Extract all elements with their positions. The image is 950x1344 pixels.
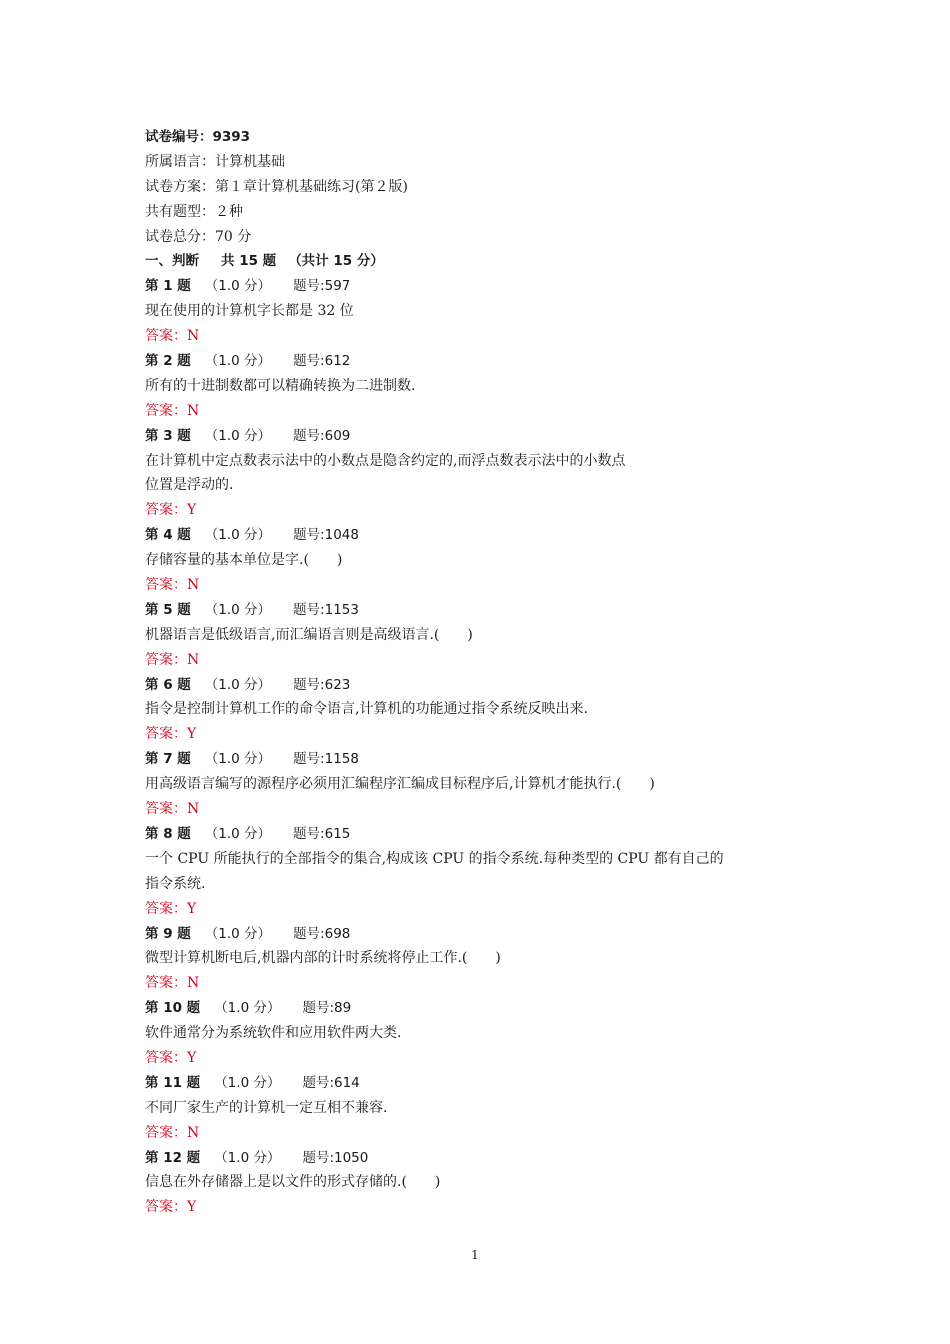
question-id: 题号:698 bbox=[293, 925, 351, 942]
question-header bbox=[145, 673, 825, 698]
question-text: 不同厂家生产的计算机一定互相不兼容. bbox=[145, 1099, 388, 1116]
question-id: 题号:615 bbox=[293, 825, 351, 842]
question-text: 存储容量的基本单位是字.( ) bbox=[145, 552, 343, 569]
question-number: 第 2 题 bbox=[145, 353, 191, 370]
question-id: 题号:597 bbox=[293, 278, 351, 295]
section-heading bbox=[145, 249, 825, 274]
question-id: 题号:89 bbox=[302, 1000, 352, 1017]
question-text: 微型计算机断电后,机器内部的计时系统将停止工作.( ) bbox=[145, 950, 501, 967]
question-id: 题号:1153 bbox=[293, 601, 359, 618]
question-id: 题号:609 bbox=[293, 427, 351, 444]
question-number: 第 6 题 bbox=[145, 676, 191, 693]
question-score: （1.0 分） bbox=[204, 925, 272, 942]
question-score: （1.0 分） bbox=[214, 1000, 281, 1017]
question-header bbox=[145, 349, 825, 374]
question-number: 第 12 题 bbox=[145, 1149, 201, 1166]
question-item bbox=[145, 822, 825, 922]
question-id: 题号:623 bbox=[293, 676, 351, 693]
question-id: 题号:1050 bbox=[302, 1149, 369, 1166]
question-text: 机器语言是低级语言,而汇编语言则是高级语言.( ) bbox=[145, 626, 473, 643]
question-item bbox=[145, 274, 825, 349]
question-text: 所有的十进制数都可以精确转换为二进制数. bbox=[145, 377, 416, 394]
question-text: 用高级语言编写的源程序必须用汇编程序汇编成目标程序后,计算机才能执行.( ) bbox=[145, 776, 655, 793]
question-item bbox=[145, 349, 825, 424]
question-score: （1.0 分） bbox=[204, 353, 272, 370]
question-header bbox=[145, 996, 825, 1021]
question-text: 指令系统. bbox=[145, 875, 206, 892]
paper-question-types: 共有题型：２种 bbox=[145, 203, 243, 220]
question-score: （1.0 分） bbox=[204, 278, 272, 295]
question-item bbox=[145, 747, 825, 822]
question-score: （1.0 分） bbox=[204, 427, 272, 444]
page-number: 1 bbox=[471, 1248, 479, 1262]
question-number: 第 9 题 bbox=[145, 925, 191, 942]
question-score: （1.0 分） bbox=[204, 751, 272, 768]
question-id: 题号:614 bbox=[302, 1074, 360, 1091]
question-score: （1.0 分） bbox=[204, 676, 272, 693]
question-number: 第 4 题 bbox=[145, 527, 191, 544]
question-header bbox=[145, 922, 825, 947]
question-answer: 答案：Y bbox=[145, 1199, 197, 1216]
question-list bbox=[145, 274, 825, 1220]
question-id: 题号:1048 bbox=[293, 527, 359, 544]
paper-number: 试卷编号：9393 bbox=[145, 129, 251, 145]
question-answer: 答案：N bbox=[145, 402, 200, 419]
section-total: （共计 15 分） bbox=[288, 253, 384, 270]
question-score: （1.0 分） bbox=[214, 1074, 281, 1091]
question-number: 第 1 题 bbox=[145, 278, 191, 295]
document-content bbox=[145, 125, 825, 1220]
question-header bbox=[145, 1146, 825, 1171]
question-text: 指令是控制计算机工作的命令语言,计算机的功能通过指令系统反映出来. bbox=[145, 701, 588, 718]
question-answer: 答案：N bbox=[145, 801, 200, 818]
question-header bbox=[145, 424, 825, 449]
question-id: 题号:612 bbox=[293, 353, 351, 370]
question-header bbox=[145, 1071, 825, 1096]
question-header bbox=[145, 523, 825, 548]
question-text: 在计算机中定点数表示法中的小数点是隐含约定的,而浮点数表示法中的小数点 bbox=[145, 452, 626, 469]
question-item bbox=[145, 673, 825, 748]
question-number: 第 8 题 bbox=[145, 825, 191, 842]
paper-total-score: 试卷总分：70 分 bbox=[145, 228, 252, 245]
question-number: 第 11 题 bbox=[145, 1074, 201, 1091]
question-number: 第 7 题 bbox=[145, 751, 191, 768]
question-text: 信息在外存储器上是以文件的形式存储的.( ) bbox=[145, 1174, 441, 1191]
question-number: 第 5 题 bbox=[145, 601, 191, 618]
question-answer: 答案：N bbox=[145, 577, 200, 594]
question-number: 第 3 题 bbox=[145, 427, 191, 444]
question-text: 一个 CPU 所能执行的全部指令的集合,构成该 CPU 的指令系统.每种类型的 CPU 都有自己的 bbox=[145, 850, 724, 867]
question-text: 软件通常分为系统软件和应用软件两大类. bbox=[145, 1025, 402, 1042]
question-answer: 答案：Y bbox=[145, 502, 197, 519]
question-answer: 答案：Y bbox=[145, 900, 197, 917]
question-answer: 答案：N bbox=[145, 328, 200, 345]
question-text: 现在使用的计算机字长都是 32 位 bbox=[145, 303, 354, 320]
question-header bbox=[145, 747, 825, 772]
question-header bbox=[145, 598, 825, 623]
question-answer: 答案：Y bbox=[145, 726, 197, 743]
question-score: （1.0 分） bbox=[204, 601, 272, 618]
paper-language: 所属语言：计算机基础 bbox=[145, 153, 285, 170]
question-answer: 答案：Y bbox=[145, 1049, 197, 1066]
question-score: （1.0 分） bbox=[214, 1149, 281, 1166]
question-answer: 答案：N bbox=[145, 651, 200, 668]
question-item bbox=[145, 922, 825, 997]
question-item bbox=[145, 523, 825, 598]
question-number: 第 10 题 bbox=[145, 1000, 201, 1017]
question-id: 题号:1158 bbox=[293, 751, 359, 768]
question-text: 位置是浮动的. bbox=[145, 477, 234, 494]
question-header bbox=[145, 822, 825, 847]
question-header bbox=[145, 274, 825, 299]
question-score: （1.0 分） bbox=[204, 825, 272, 842]
question-item bbox=[145, 424, 825, 524]
question-score: （1.0 分） bbox=[204, 527, 272, 544]
question-answer: 答案：N bbox=[145, 1124, 200, 1141]
question-item bbox=[145, 1071, 825, 1146]
question-answer: 答案：N bbox=[145, 975, 200, 992]
section-name: 一、判断 bbox=[145, 253, 199, 270]
question-item bbox=[145, 1146, 825, 1221]
paper-plan: 试卷方案：第１章计算机基础练习(第２版) bbox=[145, 178, 408, 195]
section-count: 共 15 题 bbox=[221, 253, 277, 270]
question-item bbox=[145, 996, 825, 1071]
question-item bbox=[145, 598, 825, 673]
